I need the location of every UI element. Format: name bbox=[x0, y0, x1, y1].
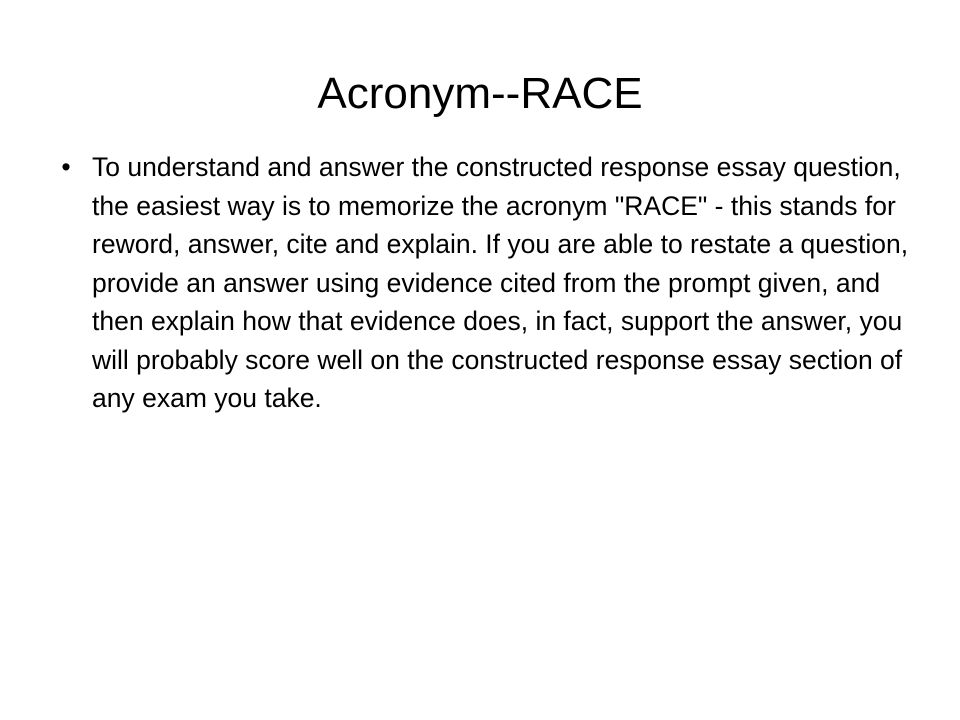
bullet-list bbox=[56, 148, 916, 418]
bullet-text: To understand and answer the constructed response essay question, the easiest way is to memorize the acronym "RACE" - this stands for reword, answer, cite and explain. If you are able to restate a question, provide an answer using evidence cited from the prompt given, and then explain how that evidence does, in fact, support the answer, you will probably score well on the constructed response essay section of any exam you take. bbox=[92, 152, 909, 413]
bullet-marker: • bbox=[61, 152, 71, 182]
slide-title: Acronym--RACE bbox=[317, 69, 643, 118]
bullet-item bbox=[56, 148, 916, 418]
